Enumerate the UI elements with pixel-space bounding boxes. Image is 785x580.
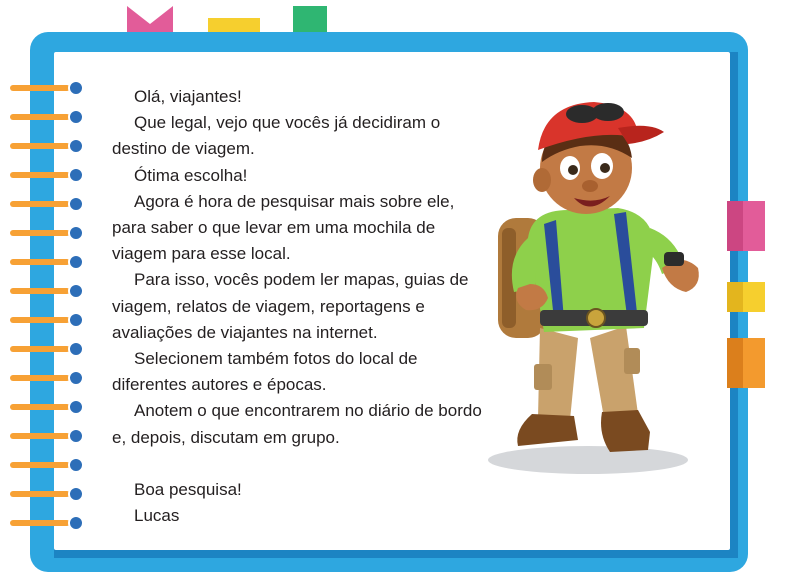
spiral-ring <box>10 196 86 212</box>
letter-paragraph: Anotem o que encontrarem no diário de bordo e, depois, discutam em grupo. <box>112 401 482 447</box>
letter-text <box>112 84 482 529</box>
spiral-ring <box>10 370 86 386</box>
spiral-ring <box>10 225 86 241</box>
spiral-ring <box>10 486 86 502</box>
spiral-ring <box>10 399 86 415</box>
letter-greeting: Olá, viajantes! <box>134 87 242 106</box>
spiral-ring <box>10 109 86 125</box>
letter-paragraph: Que legal, vejo que vocês já decidiram o destino de viagem. <box>112 113 441 159</box>
spiral-ring <box>10 341 86 357</box>
spiral-ring <box>10 254 86 270</box>
spiral-ring <box>10 167 86 183</box>
letter-paragraph: Agora é hora de pesquisar mais sobre ele, para saber o que levar em uma mochila de viagem para esse local. <box>112 191 455 264</box>
letter-paragraph: Selecionem também fotos do local de diferentes autores e épocas. <box>112 349 418 395</box>
spiral-ring <box>10 283 86 299</box>
letter-signature: Lucas <box>134 506 180 526</box>
spiral-ring <box>10 312 86 328</box>
letter-paragraph: Ótima escolha! <box>134 165 248 185</box>
spiral-ring <box>10 80 86 96</box>
spiral-ring <box>10 457 86 473</box>
letter-closing: Boa pesquisa! <box>134 479 242 499</box>
spiral-ring <box>10 428 86 444</box>
spiral-ring <box>10 138 86 154</box>
letter-paragraph: Para isso, vocês podem ler mapas, guias de viagem, relatos de viagem, reportagens e avaliações de viajantes na internet. <box>112 270 469 342</box>
side-tab-orange <box>727 338 765 388</box>
side-tab-yellow <box>727 282 765 312</box>
spiral-ring <box>10 515 86 531</box>
side-tab-pink <box>727 201 765 251</box>
boy-traveler-illustration <box>478 88 718 488</box>
